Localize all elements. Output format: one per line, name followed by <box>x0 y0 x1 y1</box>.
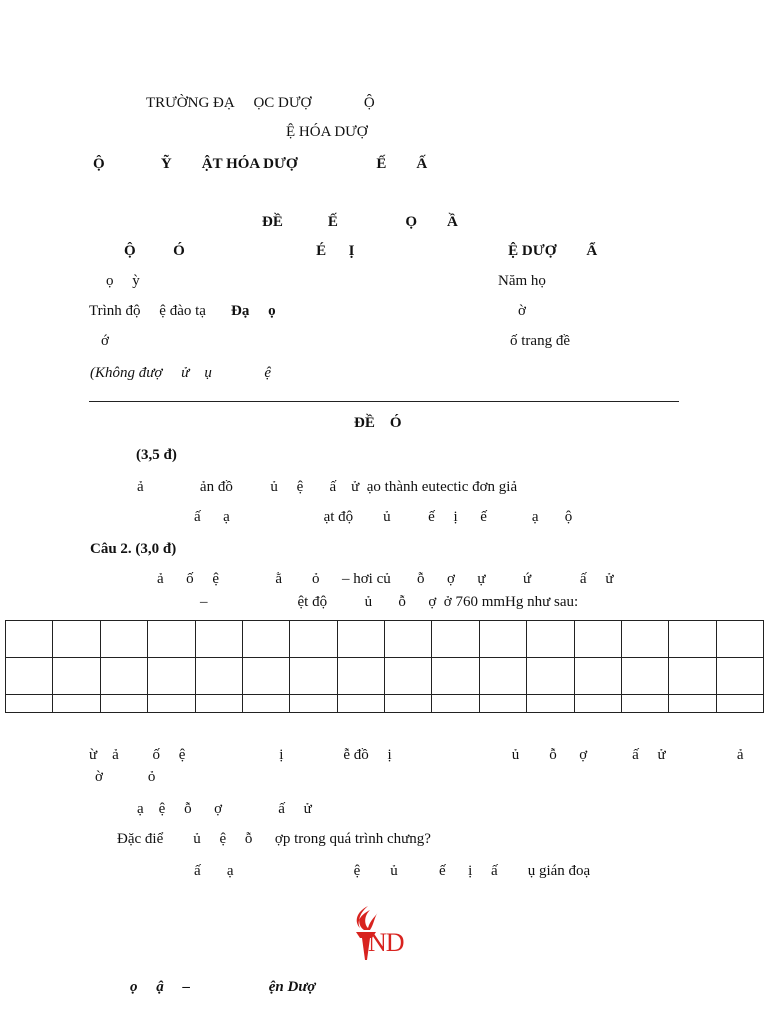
school-year-label: Năm họ <box>498 273 546 289</box>
table-cell <box>337 658 384 695</box>
question-1-label: (3,5 đ) <box>136 447 177 463</box>
table-row <box>6 695 764 713</box>
table-cell <box>337 621 384 658</box>
table-cell <box>195 695 242 713</box>
exam-subtitle: Ộ Ó É Ị Ệ DƯỢ Ẩ <box>124 243 598 259</box>
department-name: Ệ HÓA DƯỢ <box>286 124 368 140</box>
logo <box>346 904 424 964</box>
table-cell <box>479 658 526 695</box>
table-cell <box>527 658 574 695</box>
question-1-line-1: ả ản đồ ủ ệ ấ ử ạo thành eutectic đơn giả <box>137 479 518 495</box>
table-cell <box>6 621 53 658</box>
divider-line <box>89 401 679 402</box>
table-cell <box>574 658 621 695</box>
table-cell <box>574 621 621 658</box>
training-level-label: Trình độ ệ đào tạ <box>89 303 214 319</box>
duration-label: ờ <box>518 303 526 319</box>
table-cell <box>337 695 384 713</box>
question-1-line-2: ấ ạ ạt độ ủ ế ị ế ạ ộ <box>194 509 573 525</box>
question-2-line-1: ả ố ệ ằ ỏ – hơi củ ỗ ợ ự ứ ấ ử <box>157 571 614 587</box>
exam-note: (Không đượ ử ụ ệ <box>90 365 272 381</box>
question-2-line-7: ấ ạ ệ ủ ế ị ấ ụ gián đoạ <box>194 863 591 879</box>
question-2-line-6: Đặc điể ủ ệ ỗ ợp trong quá trình chưng? <box>117 831 431 847</box>
table-cell <box>716 658 763 695</box>
table-cell <box>290 658 337 695</box>
table-cell <box>53 658 100 695</box>
table-cell <box>716 695 763 713</box>
table-cell <box>195 621 242 658</box>
semester-label: ọ ỳ <box>106 273 140 289</box>
table-cell <box>53 621 100 658</box>
table-cell <box>669 658 716 695</box>
training-level-value: Đạ ọ <box>231 303 276 319</box>
question-2-line-3: ừ ả ố ệ ị ễ đồ ị ủ ỗ ợ ấ ử ả <box>89 747 744 763</box>
table-cell <box>669 695 716 713</box>
table-cell <box>621 658 668 695</box>
table-row <box>6 621 764 658</box>
table-cell <box>621 695 668 713</box>
table-cell <box>290 695 337 713</box>
exam-code-label: ớ <box>101 333 109 349</box>
table-cell <box>527 621 574 658</box>
table-cell <box>479 695 526 713</box>
table-cell <box>100 621 147 658</box>
school-name: TRƯỜNG ĐẠ ỌC DƯỢ Ộ <box>146 95 375 111</box>
question-2-label: Câu 2. (3,0 đ) <box>90 541 177 557</box>
table-cell <box>100 658 147 695</box>
table-cell <box>148 621 195 658</box>
question-2-line-4: ờ ỏ <box>95 769 156 785</box>
table-cell <box>290 621 337 658</box>
table-cell <box>479 621 526 658</box>
question-2-line-2: – ệt độ ủ ỗ ợ ở 760 mmHg như sau: <box>200 594 579 610</box>
footer-text: ọ ậ – ện Dượ <box>130 979 316 995</box>
table-cell <box>716 621 763 658</box>
table-cell <box>669 621 716 658</box>
table-row <box>6 658 764 695</box>
table-cell <box>100 695 147 713</box>
table-cell <box>148 658 195 695</box>
question-2-line-5: ạ ệ ỗ ợ ấ ử <box>137 801 312 817</box>
table-cell <box>242 695 289 713</box>
table-cell <box>53 695 100 713</box>
table-cell <box>6 658 53 695</box>
table-cell <box>195 658 242 695</box>
table-cell <box>242 658 289 695</box>
table-cell <box>6 695 53 713</box>
table-cell <box>621 621 668 658</box>
data-table <box>5 620 764 713</box>
table-cell <box>385 621 432 658</box>
table-cell <box>432 695 479 713</box>
logo-text: ND <box>368 928 404 957</box>
table-cell <box>432 658 479 695</box>
table-cell <box>242 621 289 658</box>
page-count-label: ố trang đề <box>510 333 570 349</box>
table-cell <box>385 695 432 713</box>
section-title: ĐỀ Ó <box>354 415 402 431</box>
exam-title: ĐỀ Ế Ọ Ầ <box>262 214 458 230</box>
table-cell <box>432 621 479 658</box>
table-cell <box>527 695 574 713</box>
table-cell <box>385 658 432 695</box>
faculty-name: Ộ Ỹ ẬT HÓA DƯỢ Ế Ấ <box>93 156 428 172</box>
table-cell <box>574 695 621 713</box>
table-cell <box>148 695 195 713</box>
